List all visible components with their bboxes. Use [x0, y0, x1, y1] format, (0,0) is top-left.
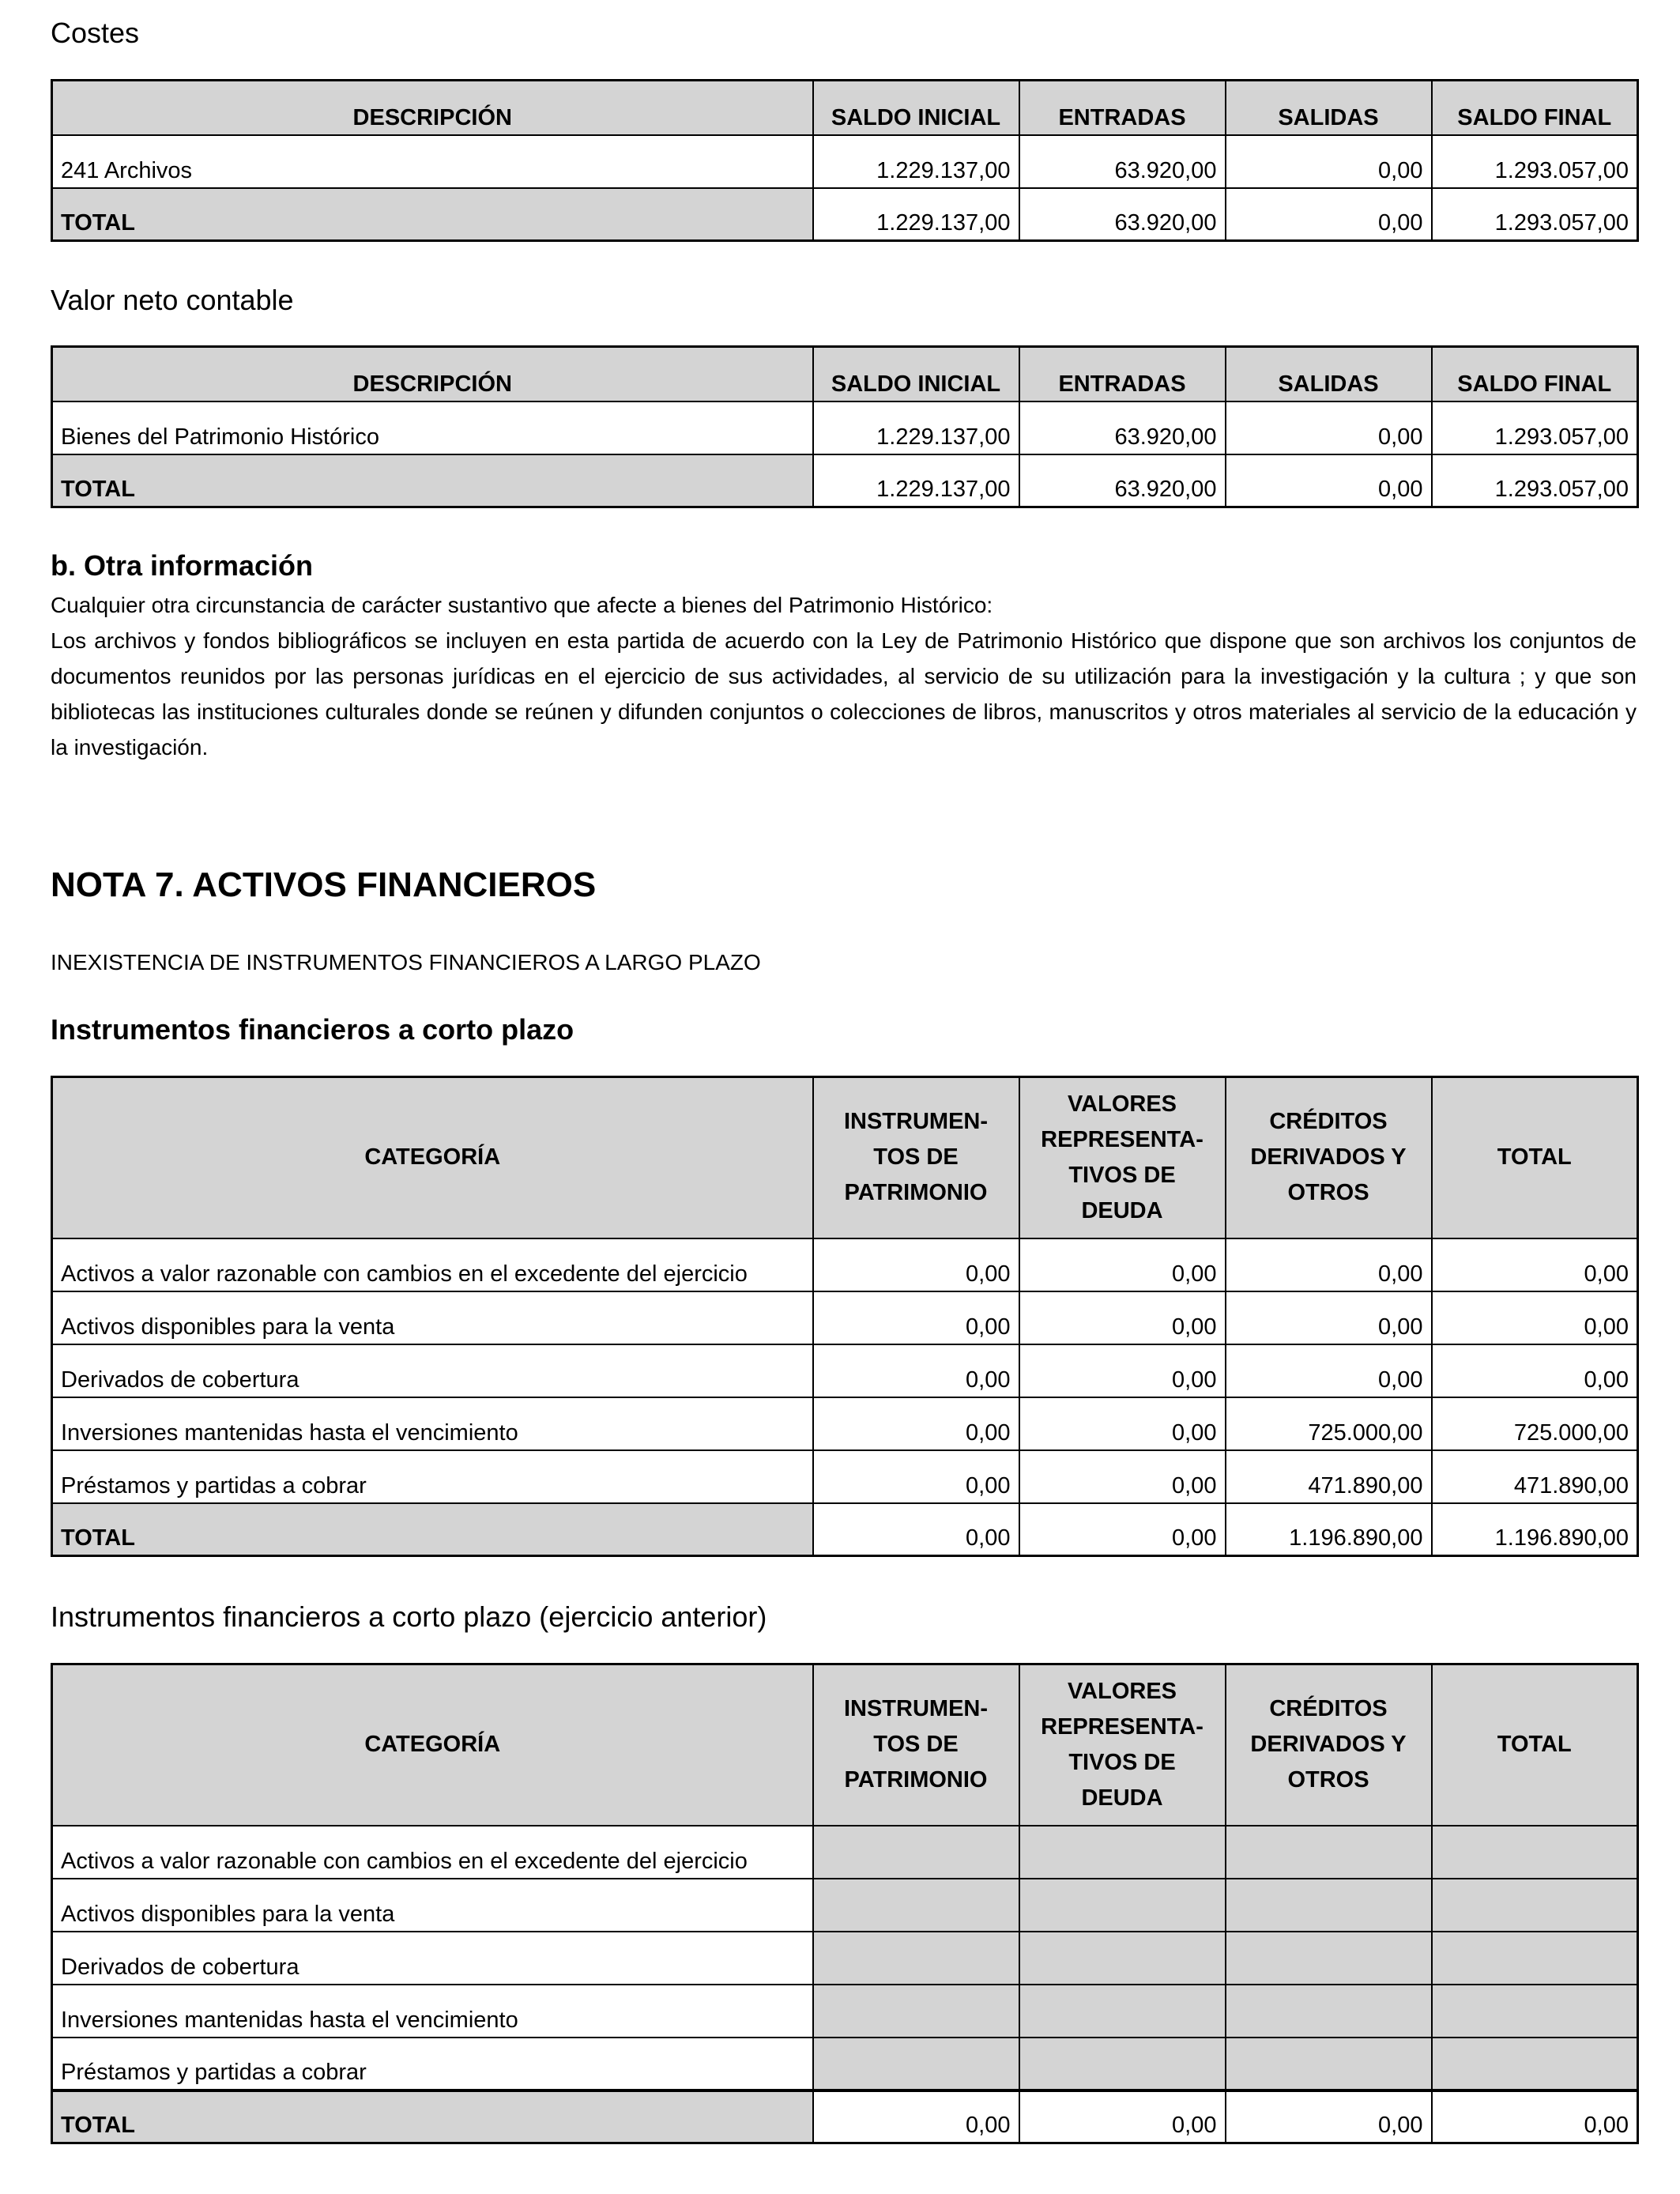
cell-value: 0,00: [813, 1344, 1019, 1397]
cell-value: 0,00: [1432, 1291, 1638, 1344]
cell-value: [1019, 1932, 1226, 1985]
total-value: 1.196.890,00: [1432, 1503, 1638, 1556]
header-saldo-inicial: SALDO INICIAL: [813, 81, 1019, 135]
row-description: Préstamos y partidas a cobrar: [52, 2038, 813, 2090]
row-description: Bienes del Patrimonio Histórico: [52, 401, 813, 454]
valor-neto-title: Valor neto contable: [51, 284, 294, 316]
table-row: [52, 1879, 1638, 1932]
nota7-subtitle: INEXISTENCIA DE INSTRUMENTOS FINANCIEROS A LARGO PLAZO: [51, 950, 761, 974]
header-saldo-inicial: SALDO INICIAL: [813, 347, 1019, 401]
header-creditos-derivados: CRÉDITOS DERIVADOS Y OTROS: [1226, 1664, 1432, 1826]
header-creditos-derivados: CRÉDITOS DERIVADOS Y OTROS: [1226, 1077, 1432, 1238]
header-descripcion: DESCRIPCIÓN: [52, 347, 813, 401]
cell-value: [1432, 1826, 1638, 1879]
total-label: TOTAL: [52, 2090, 813, 2143]
table-row: [52, 135, 1638, 188]
cell-value: [1226, 1826, 1432, 1879]
total-row: [52, 1503, 1638, 1556]
cell-value: 0,00: [1226, 1238, 1432, 1291]
header-valores-deuda: VALORES REPRESENTA-TIVOS DE DEUDA: [1019, 1077, 1226, 1238]
total-label: TOTAL: [52, 454, 813, 507]
total-label: TOTAL: [52, 188, 813, 241]
costes-title: Costes: [51, 17, 140, 49]
cell-value: 471.890,00: [1226, 1450, 1432, 1503]
cell-value: 0,00: [813, 1291, 1019, 1344]
cell-value: [1432, 1879, 1638, 1932]
table-row: [52, 1238, 1638, 1291]
cell-value: 725.000,00: [1226, 1397, 1432, 1450]
otra-info-title: b. Otra información: [51, 549, 314, 582]
cell-value: 0,00: [1019, 1397, 1226, 1450]
cell-value: [813, 1826, 1019, 1879]
header-instrumentos-patrimonio: INSTRUMEN-TOS DE PATRIMONIO: [813, 1077, 1019, 1238]
corto-plazo-anterior-title: Instrumentos financieros a corto plazo (ejercicio anterior): [51, 1600, 767, 1633]
cell-value: 0,00: [1432, 1344, 1638, 1397]
total-salidas: 0,00: [1226, 188, 1432, 241]
cell-value: [1226, 1932, 1432, 1985]
header-salidas: SALIDAS: [1226, 347, 1432, 401]
header-entradas: ENTRADAS: [1019, 81, 1226, 135]
total-saldo-inicial: 1.229.137,00: [813, 454, 1019, 507]
cell-saldo-inicial: 1.229.137,00: [813, 135, 1019, 188]
total-value: 0,00: [813, 2090, 1019, 2143]
cell-value: [1019, 1879, 1226, 1932]
row-description: Derivados de cobertura: [52, 1344, 813, 1397]
cell-value: 0,00: [1226, 1344, 1432, 1397]
row-description: Inversiones mantenidas hasta el vencimiento: [52, 1985, 813, 2038]
cell-value: [813, 1985, 1019, 2038]
table-row: [52, 1826, 1638, 1879]
table-row: [52, 1344, 1638, 1397]
row-description: Activos disponibles para la venta: [52, 1291, 813, 1344]
cell-saldo-inicial: 1.229.137,00: [813, 401, 1019, 454]
valor-neto-table: [51, 345, 1639, 508]
cell-value: 0,00: [1019, 1450, 1226, 1503]
row-description: Activos a valor razonable con cambios en el excedente del ejercicio: [52, 1826, 813, 1879]
total-row: [52, 188, 1638, 241]
header-instrumentos-patrimonio: INSTRUMEN-TOS DE PATRIMONIO: [813, 1664, 1019, 1826]
row-description: Préstamos y partidas a cobrar: [52, 1450, 813, 1503]
total-saldo-inicial: 1.229.137,00: [813, 188, 1019, 241]
total-label: TOTAL: [52, 1503, 813, 1556]
header-saldo-final: SALDO FINAL: [1432, 347, 1638, 401]
cell-value: [1019, 1826, 1226, 1879]
total-value: 0,00: [813, 1503, 1019, 1556]
cell-salidas: 0,00: [1226, 401, 1432, 454]
total-value: 0,00: [1019, 2090, 1226, 2143]
otra-info-line: Cualquier otra circunstancia de carácter sustantivo que afecte a bienes del Patrimonio Histórico:: [51, 593, 993, 617]
cell-value: [1019, 2038, 1226, 2090]
cell-value: [1226, 1879, 1432, 1932]
cell-value: [1432, 2038, 1638, 2090]
row-description: Derivados de cobertura: [52, 1932, 813, 1985]
table-row: [52, 401, 1638, 454]
table-row: [52, 1450, 1638, 1503]
total-value: 0,00: [1019, 1503, 1226, 1556]
corto-plazo-title: Instrumentos financieros a corto plazo: [51, 1013, 574, 1046]
cell-value: [1432, 1932, 1638, 1985]
total-value: 1.196.890,00: [1226, 1503, 1432, 1556]
cell-entradas: 63.920,00: [1019, 401, 1226, 454]
cell-value: 471.890,00: [1432, 1450, 1638, 1503]
cell-value: [1432, 1985, 1638, 2038]
cell-value: [1019, 1985, 1226, 2038]
table-row: [52, 1397, 1638, 1450]
cell-value: [1226, 1985, 1432, 2038]
cell-value: [813, 1879, 1019, 1932]
cell-value: 0,00: [813, 1397, 1019, 1450]
cell-value: 0,00: [1226, 1291, 1432, 1344]
cell-saldo-final: 1.293.057,00: [1432, 401, 1638, 454]
nota7-title: NOTA 7. ACTIVOS FINANCIEROS: [51, 865, 597, 904]
corto-plazo-table: [51, 1076, 1639, 1557]
table-row: [52, 1932, 1638, 1985]
header-categoria: CATEGORÍA: [52, 1077, 813, 1238]
total-saldo-final: 1.293.057,00: [1432, 188, 1638, 241]
cell-value: 0,00: [813, 1238, 1019, 1291]
header-entradas: ENTRADAS: [1019, 347, 1226, 401]
cell-saldo-final: 1.293.057,00: [1432, 135, 1638, 188]
cell-value: 0,00: [1432, 1238, 1638, 1291]
total-value: 0,00: [1226, 2090, 1432, 2143]
table-row: [52, 1985, 1638, 2038]
total-row: [52, 2090, 1638, 2143]
total-saldo-final: 1.293.057,00: [1432, 454, 1638, 507]
header-total: TOTAL: [1432, 1077, 1638, 1238]
header-descripcion: DESCRIPCIÓN: [52, 81, 813, 135]
header-saldo-final: SALDO FINAL: [1432, 81, 1638, 135]
corto-plazo-anterior-table: [51, 1663, 1639, 2144]
table-row: [52, 2038, 1638, 2090]
cell-value: [813, 1932, 1019, 1985]
cell-salidas: 0,00: [1226, 135, 1432, 188]
row-description: 241 Archivos: [52, 135, 813, 188]
cell-value: 0,00: [1019, 1291, 1226, 1344]
cell-entradas: 63.920,00: [1019, 135, 1226, 188]
table-row: [52, 1291, 1638, 1344]
total-value: 0,00: [1432, 2090, 1638, 2143]
row-description: Activos disponibles para la venta: [52, 1879, 813, 1932]
total-salidas: 0,00: [1226, 454, 1432, 507]
header-total: TOTAL: [1432, 1664, 1638, 1826]
header-salidas: SALIDAS: [1226, 81, 1432, 135]
cell-value: 0,00: [1019, 1344, 1226, 1397]
row-description: Inversiones mantenidas hasta el vencimiento: [52, 1397, 813, 1450]
header-valores-deuda: VALORES REPRESENTA-TIVOS DE DEUDA: [1019, 1664, 1226, 1826]
row-description: Activos a valor razonable con cambios en el excedente del ejercicio: [52, 1238, 813, 1291]
cell-value: 0,00: [1019, 1238, 1226, 1291]
cell-value: 725.000,00: [1432, 1397, 1638, 1450]
otra-info-paragraph: Los archivos y fondos bibliográficos se incluyen en esta partida de acuerdo con la Ley de Patrimonio Histórico que dispone que son archivos los conjuntos de documentos reunidos por las personas jurídicas en el ejercicio de sus actividades, al servicio de su utilización para la investigación y la cultura ; y que son bibliotecas las instituciones culturales donde se reúnen y difunden conjuntos o colecciones de libros, manuscritos y otros materiales al servicio de la educación y la investigación.: [51, 628, 1637, 760]
cell-value: 0,00: [813, 1450, 1019, 1503]
total-entradas: 63.920,00: [1019, 454, 1226, 507]
cell-value: [813, 2038, 1019, 2090]
costes-table: [51, 79, 1639, 242]
cell-value: [1226, 2038, 1432, 2090]
total-row: [52, 454, 1638, 507]
header-categoria: CATEGORÍA: [52, 1664, 813, 1826]
total-entradas: 63.920,00: [1019, 188, 1226, 241]
